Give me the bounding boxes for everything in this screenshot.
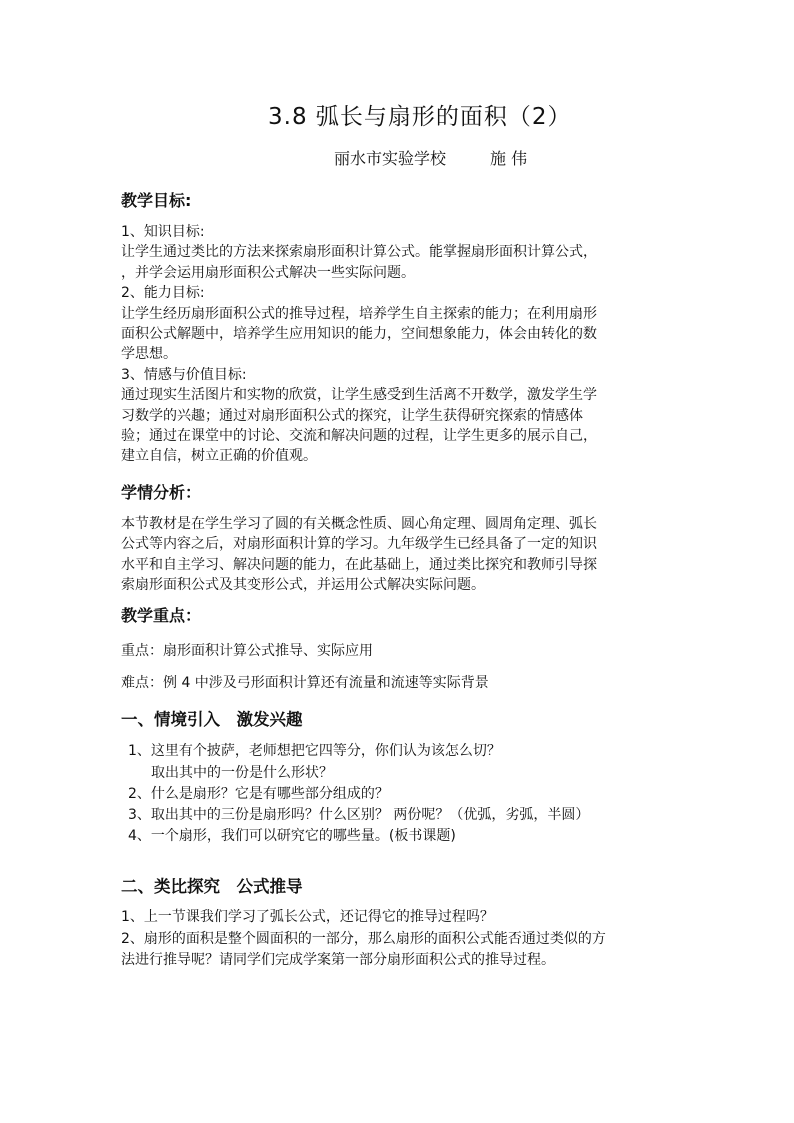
- objectives-line: 2、能力目标:: [121, 285, 205, 302]
- analysis-line: 本节教材是在学生学习了圆的有关概念性质、圆心角定理、圆周角定理、弧长: [121, 516, 597, 532]
- objectives-heading: 教学目标:: [121, 191, 192, 210]
- focus-heading: 教学重点：: [121, 606, 202, 625]
- objectives-line: 让学生经历扇形面积公式的推导过程，培养学生自主探索的能力；在利用扇形: [121, 305, 597, 322]
- section1-item: 2、什么是扇形？它是有哪些部分组成的？: [128, 786, 389, 802]
- school-name: 丽水市实验学校: [334, 149, 447, 168]
- section1-item: 3、取出其中的三份是扇形吗？什么区别？ 两份呢？（优弧，劣弧，半圆）: [128, 807, 590, 823]
- objectives-line: 让学生通过类比的方法来探索扇形面积计算公式。能掌握扇形面积计算公式，: [121, 244, 597, 261]
- objectives-line: 验；通过在课堂中的讨论、交流和解决问题的过程，让学生更多的展示自己，: [121, 428, 597, 445]
- analysis-heading: 学情分析：: [121, 483, 202, 502]
- analysis-line: 水平和自主学习、解决问题的能力，在此基础上，通过类比探究和教师引导探: [121, 556, 597, 573]
- objectives-line: ，并学会运用扇形面积公式解决一些实际问题。: [121, 264, 415, 281]
- objectives-line: 习数学的兴趣；通过对扇形面积公式的探究，让学生获得研究探索的情感体: [121, 407, 583, 424]
- objectives-line: 面积公式解题中，培养学生应用知识的能力，空间想象能力，体会由转化的数: [121, 326, 597, 343]
- analysis-text: [121, 514, 677, 596]
- analysis-line: 索扇形面积公式及其变形公式，并运用公式解决实际问题。: [121, 577, 485, 594]
- document-title: 3.8 弧长与扇形的面积（2）: [268, 104, 572, 130]
- section1-item: 4、一个扇形，我们可以研究它的哪些量。(板书课题): [128, 828, 456, 844]
- difficulty-line: 难点：例 4 中涉及弓形面积计算还有流量和流速等实际背景: [121, 675, 489, 691]
- section2-item: 2、扇形的面积是整个圆面积的一部分，那么扇形的面积公式能否通过类似的方: [121, 931, 606, 947]
- section2-item: 法进行推导呢？请同学们完成学案第一部分扇形面积公式的推导过程。: [121, 952, 555, 968]
- objectives-text: [121, 222, 677, 467]
- objectives-line: 1、知识目标:: [121, 224, 205, 240]
- section1-item: 取出其中的一份是什么形状？: [151, 765, 333, 781]
- objectives-line: 建立自信，树立正确的价值观。: [121, 448, 317, 465]
- objectives-line: 学思想。: [121, 346, 177, 363]
- section2-heading: 二、类比探究 公式推导: [121, 877, 303, 896]
- objectives-line: 通过现实生活图片和实物的欣赏，让学生感受到生活离不开数学，激发学生学: [121, 387, 597, 404]
- section1-heading: 一、情境引入 激发兴趣: [121, 710, 303, 729]
- analysis-line: 公式等内容之后，对扇形面积计算的学习。九年级学生已经具备了一定的知识: [121, 536, 597, 553]
- section2-item: 1、上一节课我们学习了弧长公式，还记得它的推导过程吗？: [121, 909, 494, 925]
- key-point-line: 重点：扇形面积计算公式推导、实际应用: [121, 643, 373, 659]
- author-line: [334, 147, 634, 171]
- objectives-line: 3、情感与价值目标:: [121, 366, 247, 383]
- author-name: 施 伟: [490, 149, 528, 168]
- section1-item: 1、这里有个披萨，老师想把它四等分，你们认为该怎么切？: [128, 743, 501, 759]
